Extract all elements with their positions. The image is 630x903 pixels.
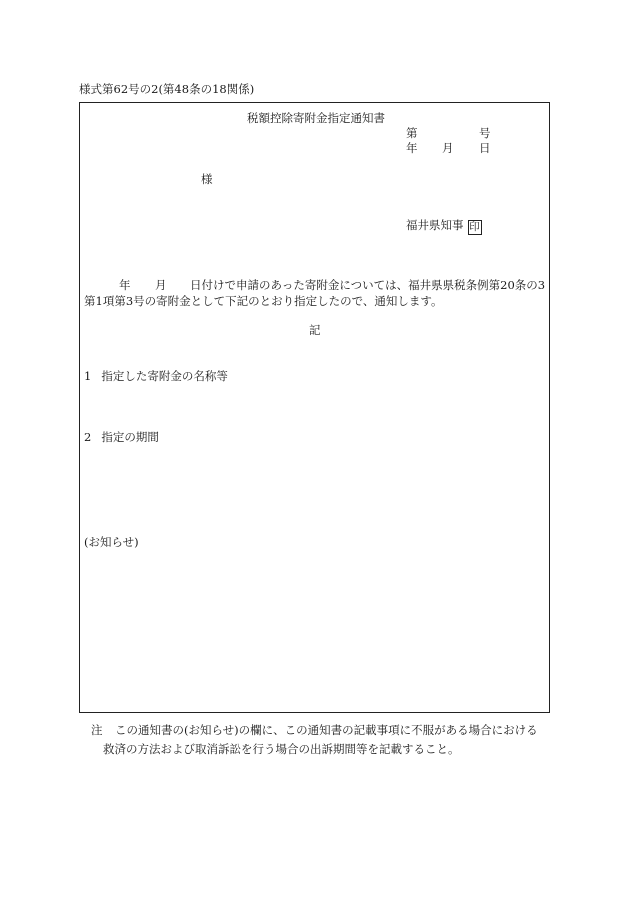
addressee-suffix: 様 bbox=[201, 172, 213, 186]
issuer-name: 福井県知事 bbox=[406, 218, 464, 232]
document-title: 税額控除寄附金指定通知書 bbox=[247, 111, 385, 125]
note-line2: 救済の方法および取消訴訟を行う場合の出訴期間等を記載すること。 bbox=[103, 742, 460, 756]
item-1-label: 指定した寄附金の名称等 bbox=[101, 369, 228, 383]
item-1 bbox=[84, 369, 228, 383]
document-number-suffix: 号 bbox=[479, 126, 491, 140]
item-2-number: 2 bbox=[84, 430, 92, 444]
item-2 bbox=[84, 430, 159, 444]
document-number-prefix: 第 bbox=[406, 126, 418, 140]
issuer-block bbox=[406, 218, 482, 235]
form-number: 様式第62号の2(第48条の18関係) bbox=[79, 82, 255, 96]
seal-mark: 印 bbox=[469, 221, 480, 233]
item-2-label: 指定の期間 bbox=[101, 430, 159, 444]
note-line1: この通知書の(お知らせ)の欄に、この通知書の記載事項に不服がある場合における bbox=[115, 723, 538, 737]
date-month: 月 bbox=[442, 141, 454, 155]
date-year: 年 bbox=[406, 141, 418, 155]
item-1-number: 1 bbox=[84, 369, 92, 383]
body-date-year: 年 bbox=[119, 278, 131, 292]
ki-heading: 記 bbox=[309, 323, 321, 337]
date-day: 日 bbox=[479, 141, 491, 155]
body-date-month: 月 bbox=[155, 278, 167, 292]
form-frame bbox=[79, 102, 550, 713]
notice-heading: (お知らせ) bbox=[84, 535, 139, 549]
note-label: 注 bbox=[91, 723, 103, 737]
body-text-line2: 第1項第3号の寄附金として下記のとおり指定したので、通知します。 bbox=[84, 294, 443, 308]
body-text-line1: 日付けで申請のあった寄附金については、福井県県税条例第20条の3 bbox=[190, 278, 546, 292]
